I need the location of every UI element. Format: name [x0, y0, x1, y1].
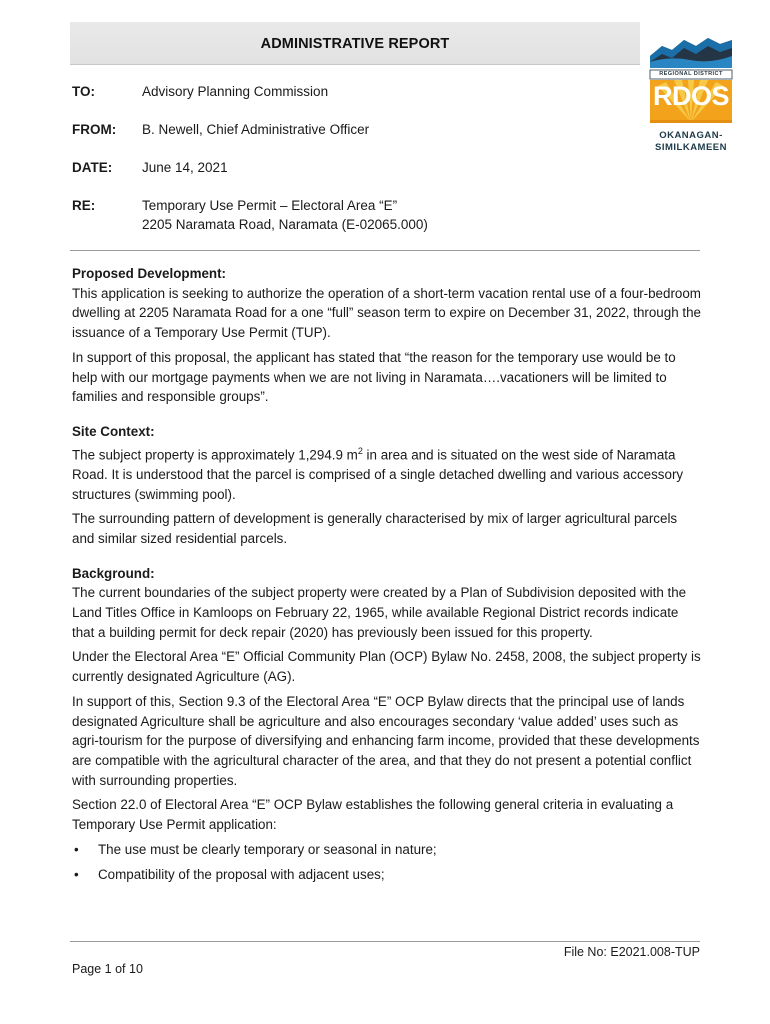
memo-from-value: B. Newell, Chief Administrative Officer: [142, 122, 370, 137]
proposed-paragraph-2: In support of this proposal, the applicant has stated that “the reason for the temporary use would be to help with our mortgage payments when we are not living in Naramata….vacationers will be limited to families and responsible groups”.: [72, 349, 676, 405]
memo-date-value: June 14, 2021: [142, 160, 228, 175]
rdos-logo: [648, 34, 734, 154]
memo-re-label: RE:: [72, 198, 96, 213]
logo-name-line2: SIMILKAMEEN: [655, 142, 727, 153]
memo-from-label: FROM:: [72, 122, 117, 137]
memo-date-label: DATE:: [72, 160, 113, 175]
background-paragraph-4: Section 22.0 of Electoral Area “E” OCP Bylaw establishes the following general criteria in evaluating a Temporary Use Permit application:: [72, 797, 674, 833]
criteria-item-1: The use must be clearly temporary or seasonal in nature;: [98, 841, 437, 857]
report-body: [72, 264, 702, 891]
report-title: ADMINISTRATIVE REPORT: [260, 36, 450, 52]
logo-acronym: RDOS: [652, 81, 729, 111]
page-number: Page 1 of 10: [72, 962, 143, 976]
section-heading-background: Background:: [72, 565, 155, 581]
bullet-icon: •: [74, 841, 79, 857]
footer-rule: [70, 941, 700, 942]
background-paragraph-3: In support of this, Section 9.3 of the Electoral Area “E” OCP Bylaw directs that the principal use of lands designated Agriculture shall be agriculture and also encourages secondary ‘value added’ uses such as agri-tourism for the purpose of diversifying and enhancing farm income, provided that these developments are compatible with the agricultural character of the area, and that they do not present a potential conflict with surrounding properties.: [72, 693, 700, 788]
site-paragraph-2: The surrounding pattern of development is generally characterised by mix of larger agricultural parcels and similar sized residential parcels.: [72, 511, 678, 546]
site-p1-sup: 2: [357, 445, 363, 456]
title-band-rule: [70, 64, 640, 65]
memo-re-line2: 2205 Naramata Road, Naramata (E-02065.000): [142, 217, 428, 232]
site-p1-after: in area and is situated on the west side of Naramata Road. It is understood that the parcel is comprised of a single detached dwelling and various accessory structures (swimming pool).: [72, 447, 684, 502]
section-heading-site: Site Context:: [72, 423, 155, 439]
background-paragraph-1: The current boundaries of the subject property were created by a Plan of Subdivision deposited with the Land Titles Office in Kamloops on February 22, 1965, while available Regional District records indicate that a building permit for deck repair (2020) has previously been issued for this property.: [72, 585, 687, 640]
site-p1-before: The subject property is approximately 1,294.9 m: [72, 447, 358, 463]
site-paragraph-1: [72, 442, 702, 505]
memo-to-label: TO:: [72, 84, 95, 99]
criteria-item-2: Compatibility of the proposal with adjacent uses;: [98, 867, 385, 883]
proposed-paragraph-1: This application is seeking to authorize the operation of a short-term vacation rental use of a four-bedroom dwelling at 2205 Naramata Road for a one “full” season term to expire on December 31, 2022, through the issuance of a Temporary Use Permit (TUP).: [72, 285, 701, 341]
bullet-icon: •: [74, 867, 79, 883]
background-paragraph-2: Under the Electoral Area “E” Official Community Plan (OCP) Bylaw No. 2458, 2008, the subject property is currently designated Agriculture (AG).: [72, 649, 701, 685]
list-item: [72, 865, 702, 885]
header-divider: [70, 250, 700, 251]
logo-badge-text: REGIONAL DISTRICT: [659, 71, 723, 77]
criteria-list: [72, 840, 702, 885]
logo-name-line1: OKANAGAN-: [659, 130, 723, 141]
memo-re-line1: Temporary Use Permit – Electoral Area “E”: [142, 198, 398, 213]
file-number: File No: E2021.008-TUP: [563, 945, 700, 959]
section-heading-proposed: Proposed Development:: [72, 266, 227, 281]
memo-to-value: Advisory Planning Commission: [142, 84, 329, 99]
list-item: [72, 840, 702, 860]
